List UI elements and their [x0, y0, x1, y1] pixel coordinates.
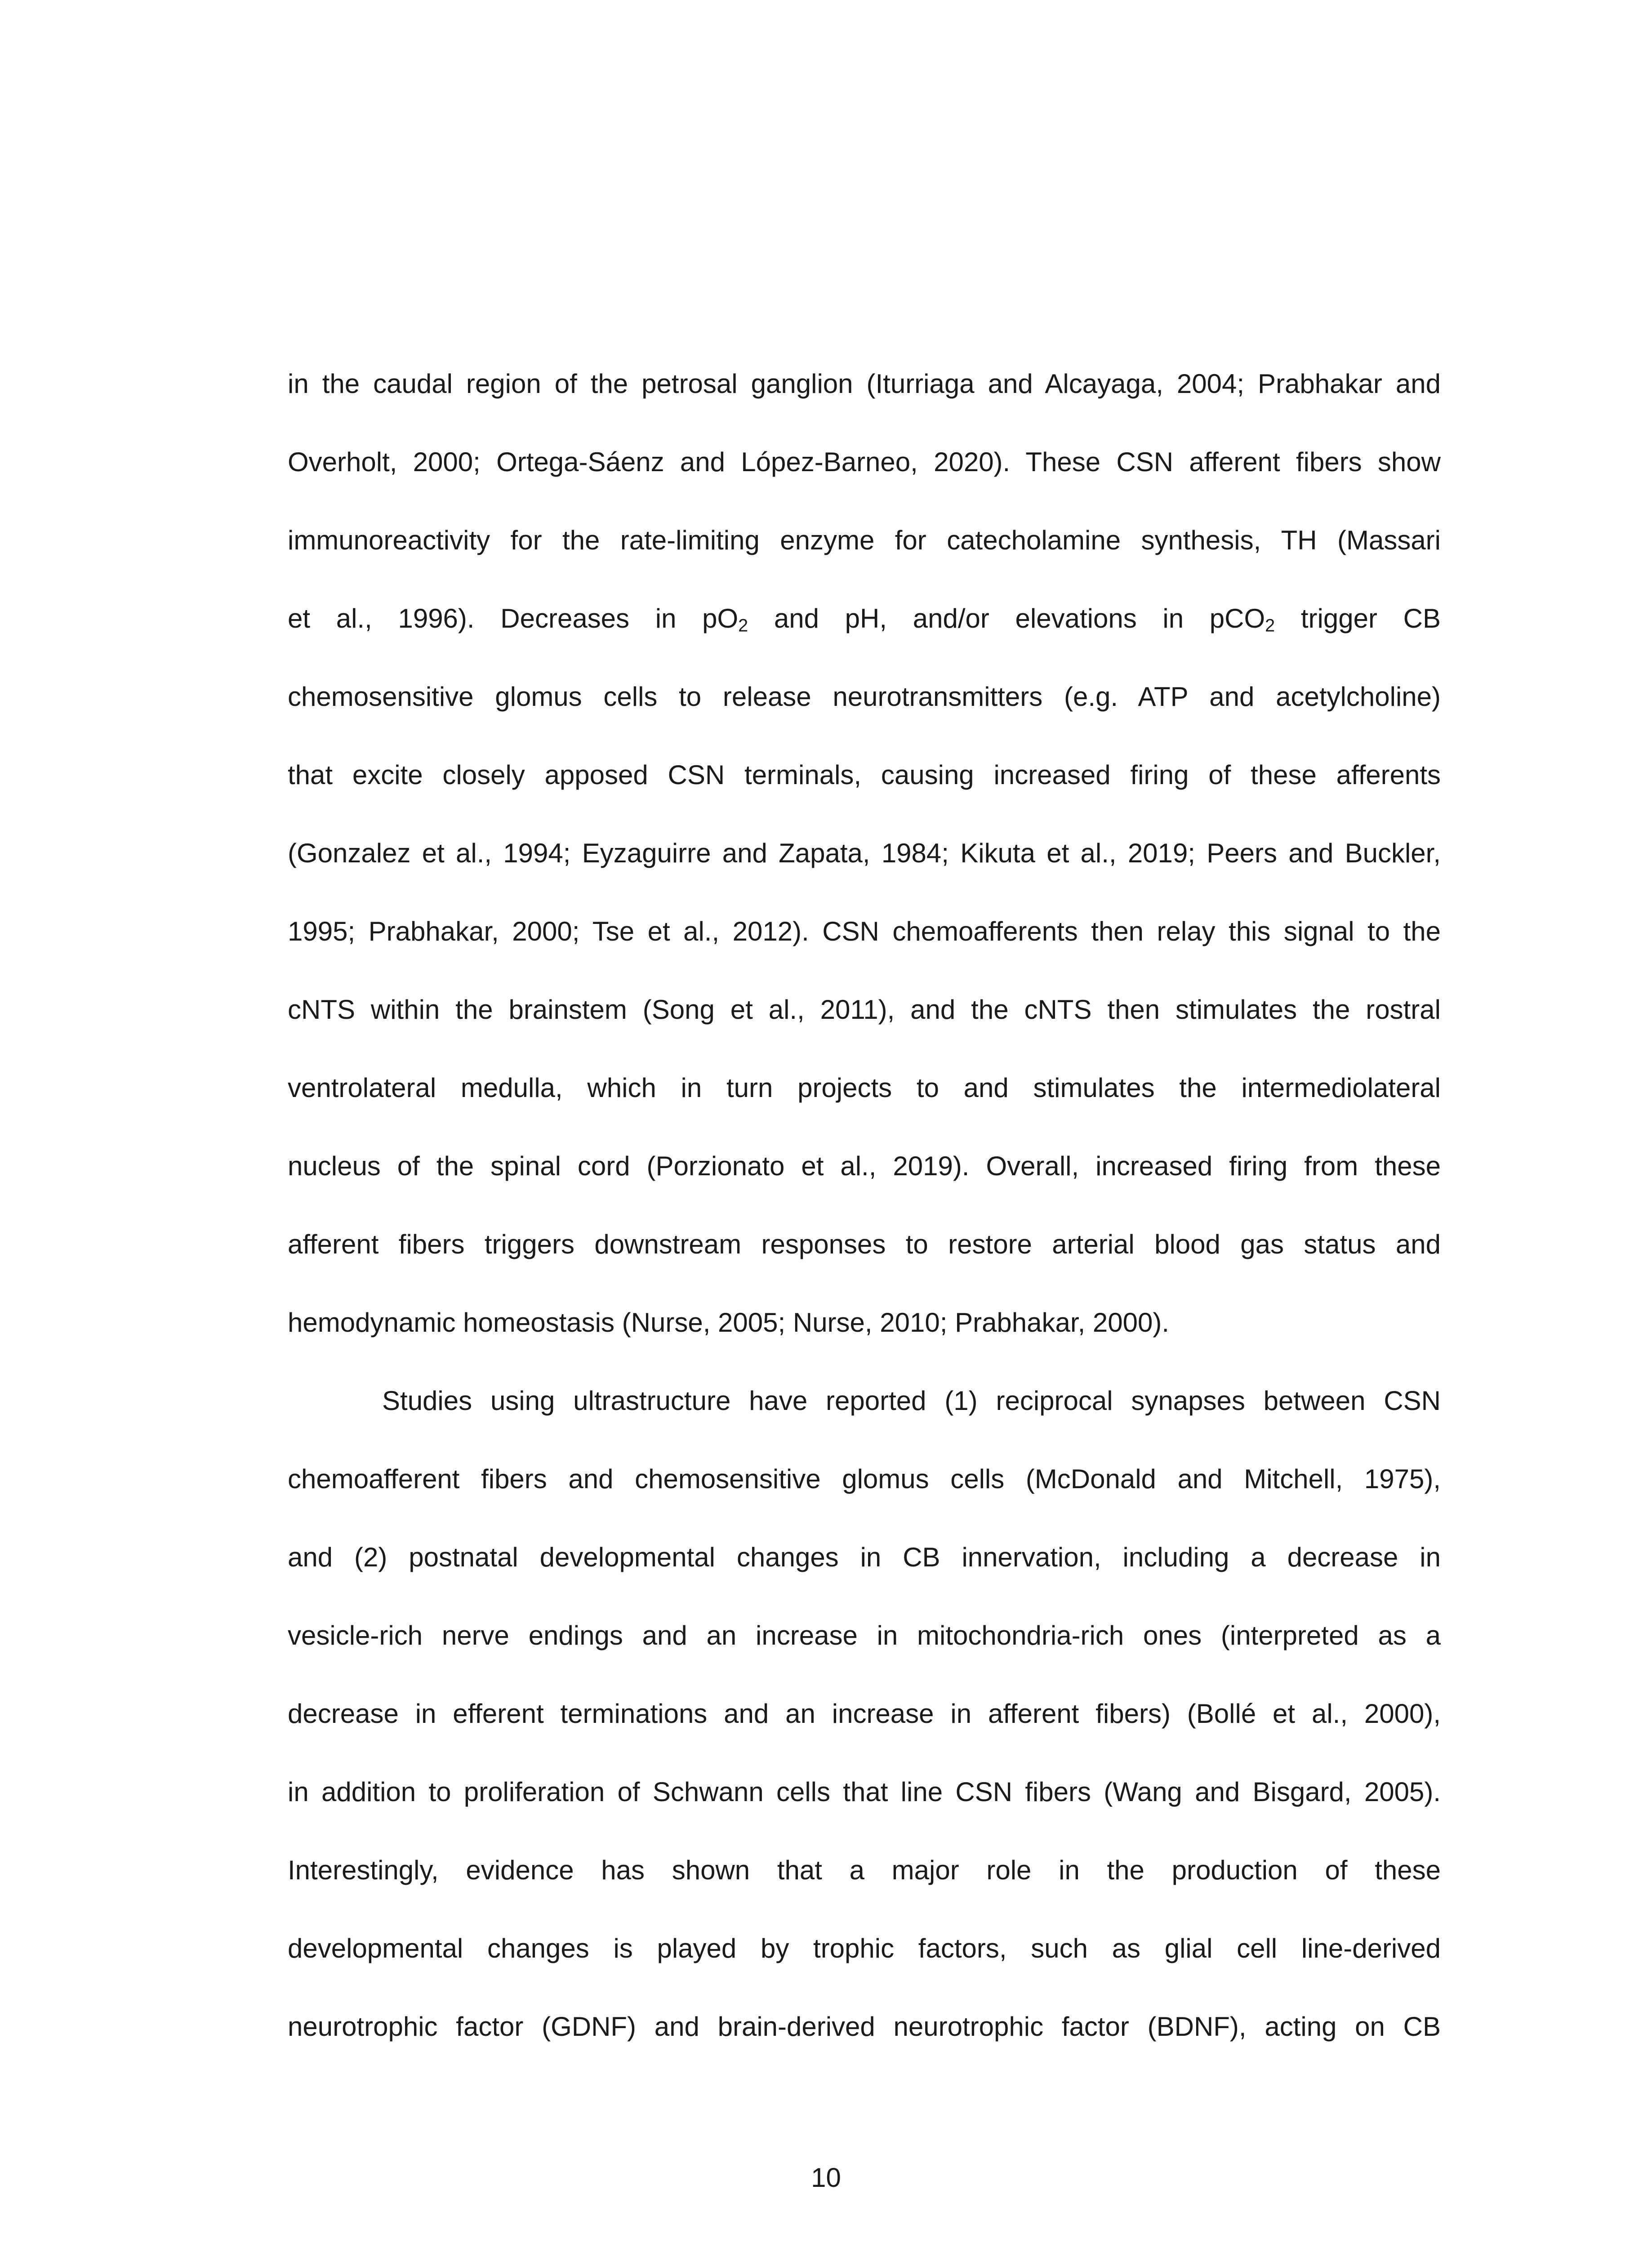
page-number: 10 [811, 2163, 841, 2193]
text-line: developmental changes is played by trophic factors, such as glial cell line-derived [288, 1933, 1441, 1963]
text-line: Studies using ultrastructure have reported (1) reciprocal synapses between CSN [382, 1386, 1441, 1416]
text-line: vesicle-rich nerve endings and an increase in mitochondria-rich ones (interpreted as a [288, 1620, 1441, 1650]
text-line: 1995; Prabhakar, 2000; Tse et al., 2012). CSN chemoafferents then relay this signal to the [288, 916, 1441, 946]
text-line: ventrolateral medulla, which in turn projects to and stimulates the intermediolateral [288, 1073, 1441, 1103]
text-line: Overholt, 2000; Ortega-Sáenz and López-Barneo, 2020). These CSN afferent fibers show [288, 447, 1441, 477]
text-line: that excite closely apposed CSN terminals, causing increased firing of these afferents [288, 760, 1441, 790]
po2-subscript: 2 [738, 616, 748, 636]
body-text [288, 364, 1441, 2085]
text-line: neurotrophic factor (GDNF) and brain-derived neurotrophic factor (BDNF), acting on CB [288, 2012, 1441, 2042]
text-segment: and pH, and/or elevations in pCO [748, 603, 1265, 633]
text-line: in addition to proliferation of Schwann cells that line CSN fibers (Wang and Bisgard, 2005). [288, 1777, 1441, 1807]
text-segment: trigger CB [1275, 603, 1441, 633]
text-line: Interestingly, evidence has shown that a major role in the production of these [288, 1855, 1441, 1885]
text-line: cNTS within the brainstem (Song et al., 2011), and the cNTS then stimulates the rostral [288, 995, 1441, 1025]
pco2-subscript: 2 [1265, 616, 1275, 636]
text-line: and (2) postnatal developmental changes in CB innervation, including a decrease in [288, 1542, 1441, 1572]
text-line: immunoreactivity for the rate-limiting enzyme for catecholamine synthesis, TH (Massari [288, 525, 1441, 555]
text-line: (Gonzalez et al., 1994; Eyzaguirre and Zapata, 1984; Kikuta et al., 2019; Peers and Buckler, [288, 838, 1441, 868]
text-segment: et al., 1996). Decreases in pO [288, 603, 739, 633]
paragraph-2 [288, 1381, 1441, 2085]
text-line: in the caudal region of the petrosal ganglion (Iturriaga and Alcayaga, 2004; Prabhakar and [288, 369, 1441, 399]
paragraph-1 [288, 364, 1441, 1381]
text-line: decrease in efferent terminations and an increase in afferent fibers) (Bollé et al., 2000), [288, 1699, 1441, 1729]
text-line: chemoafferent fibers and chemosensitive glomus cells (McDonald and Mitchell, 1975), [288, 1464, 1441, 1494]
text-line: hemodynamic homeostasis (Nurse, 2005; Nurse, 2010; Prabhakar, 2000). [288, 1307, 1170, 1338]
text-line: nucleus of the spinal cord (Porzionato et al., 2019). Overall, increased firing from these [288, 1151, 1441, 1181]
text-line: afferent fibers triggers downstream responses to restore arterial blood gas status and [288, 1229, 1441, 1259]
text-line: chemosensitive glomus cells to release neurotransmitters (e.g. ATP and acetylcholine) [288, 682, 1441, 712]
text-line-with-subscripts [288, 599, 1441, 677]
